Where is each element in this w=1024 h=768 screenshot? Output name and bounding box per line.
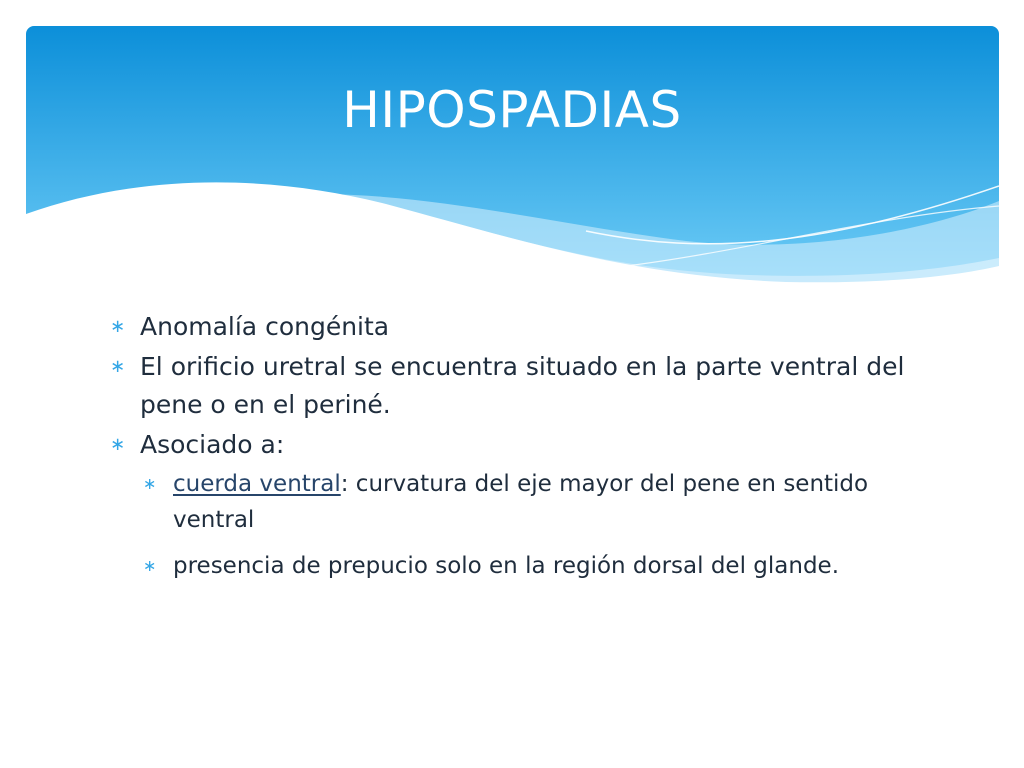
sub-bullet-item xyxy=(143,466,910,538)
asterisk-bullet-icon: ∗ xyxy=(110,316,126,337)
header-banner xyxy=(26,26,999,286)
bullet-text: Anomalía congénita xyxy=(140,312,390,341)
asterisk-bullet-icon: ∗ xyxy=(143,556,157,575)
slide-title: HIPOSPADIAS xyxy=(342,81,682,139)
asterisk-bullet-icon: ∗ xyxy=(143,474,157,493)
wave-background xyxy=(26,26,999,286)
cuerda-ventral-link[interactable]: cuerda ventral xyxy=(173,471,341,497)
bullet-text: El orificio uretral se encuentra situado en la parte ventral del pene o en el periné. xyxy=(140,352,905,419)
sub-bullet-item xyxy=(143,548,910,584)
asterisk-bullet-icon: ∗ xyxy=(110,356,126,377)
asterisk-bullet-icon: ∗ xyxy=(110,434,126,455)
bullet-item xyxy=(110,308,910,346)
sub-bullet-text: presencia de prepucio solo en la región dorsal del glande. xyxy=(173,553,840,579)
bullet-item xyxy=(110,426,910,464)
sub-bullet-text: : curvatura del eje mayor del pene en sentido ventral xyxy=(173,471,869,533)
slide-body xyxy=(110,308,910,594)
bullet-item xyxy=(110,348,910,424)
bullet-text: Asociado a: xyxy=(140,430,285,459)
